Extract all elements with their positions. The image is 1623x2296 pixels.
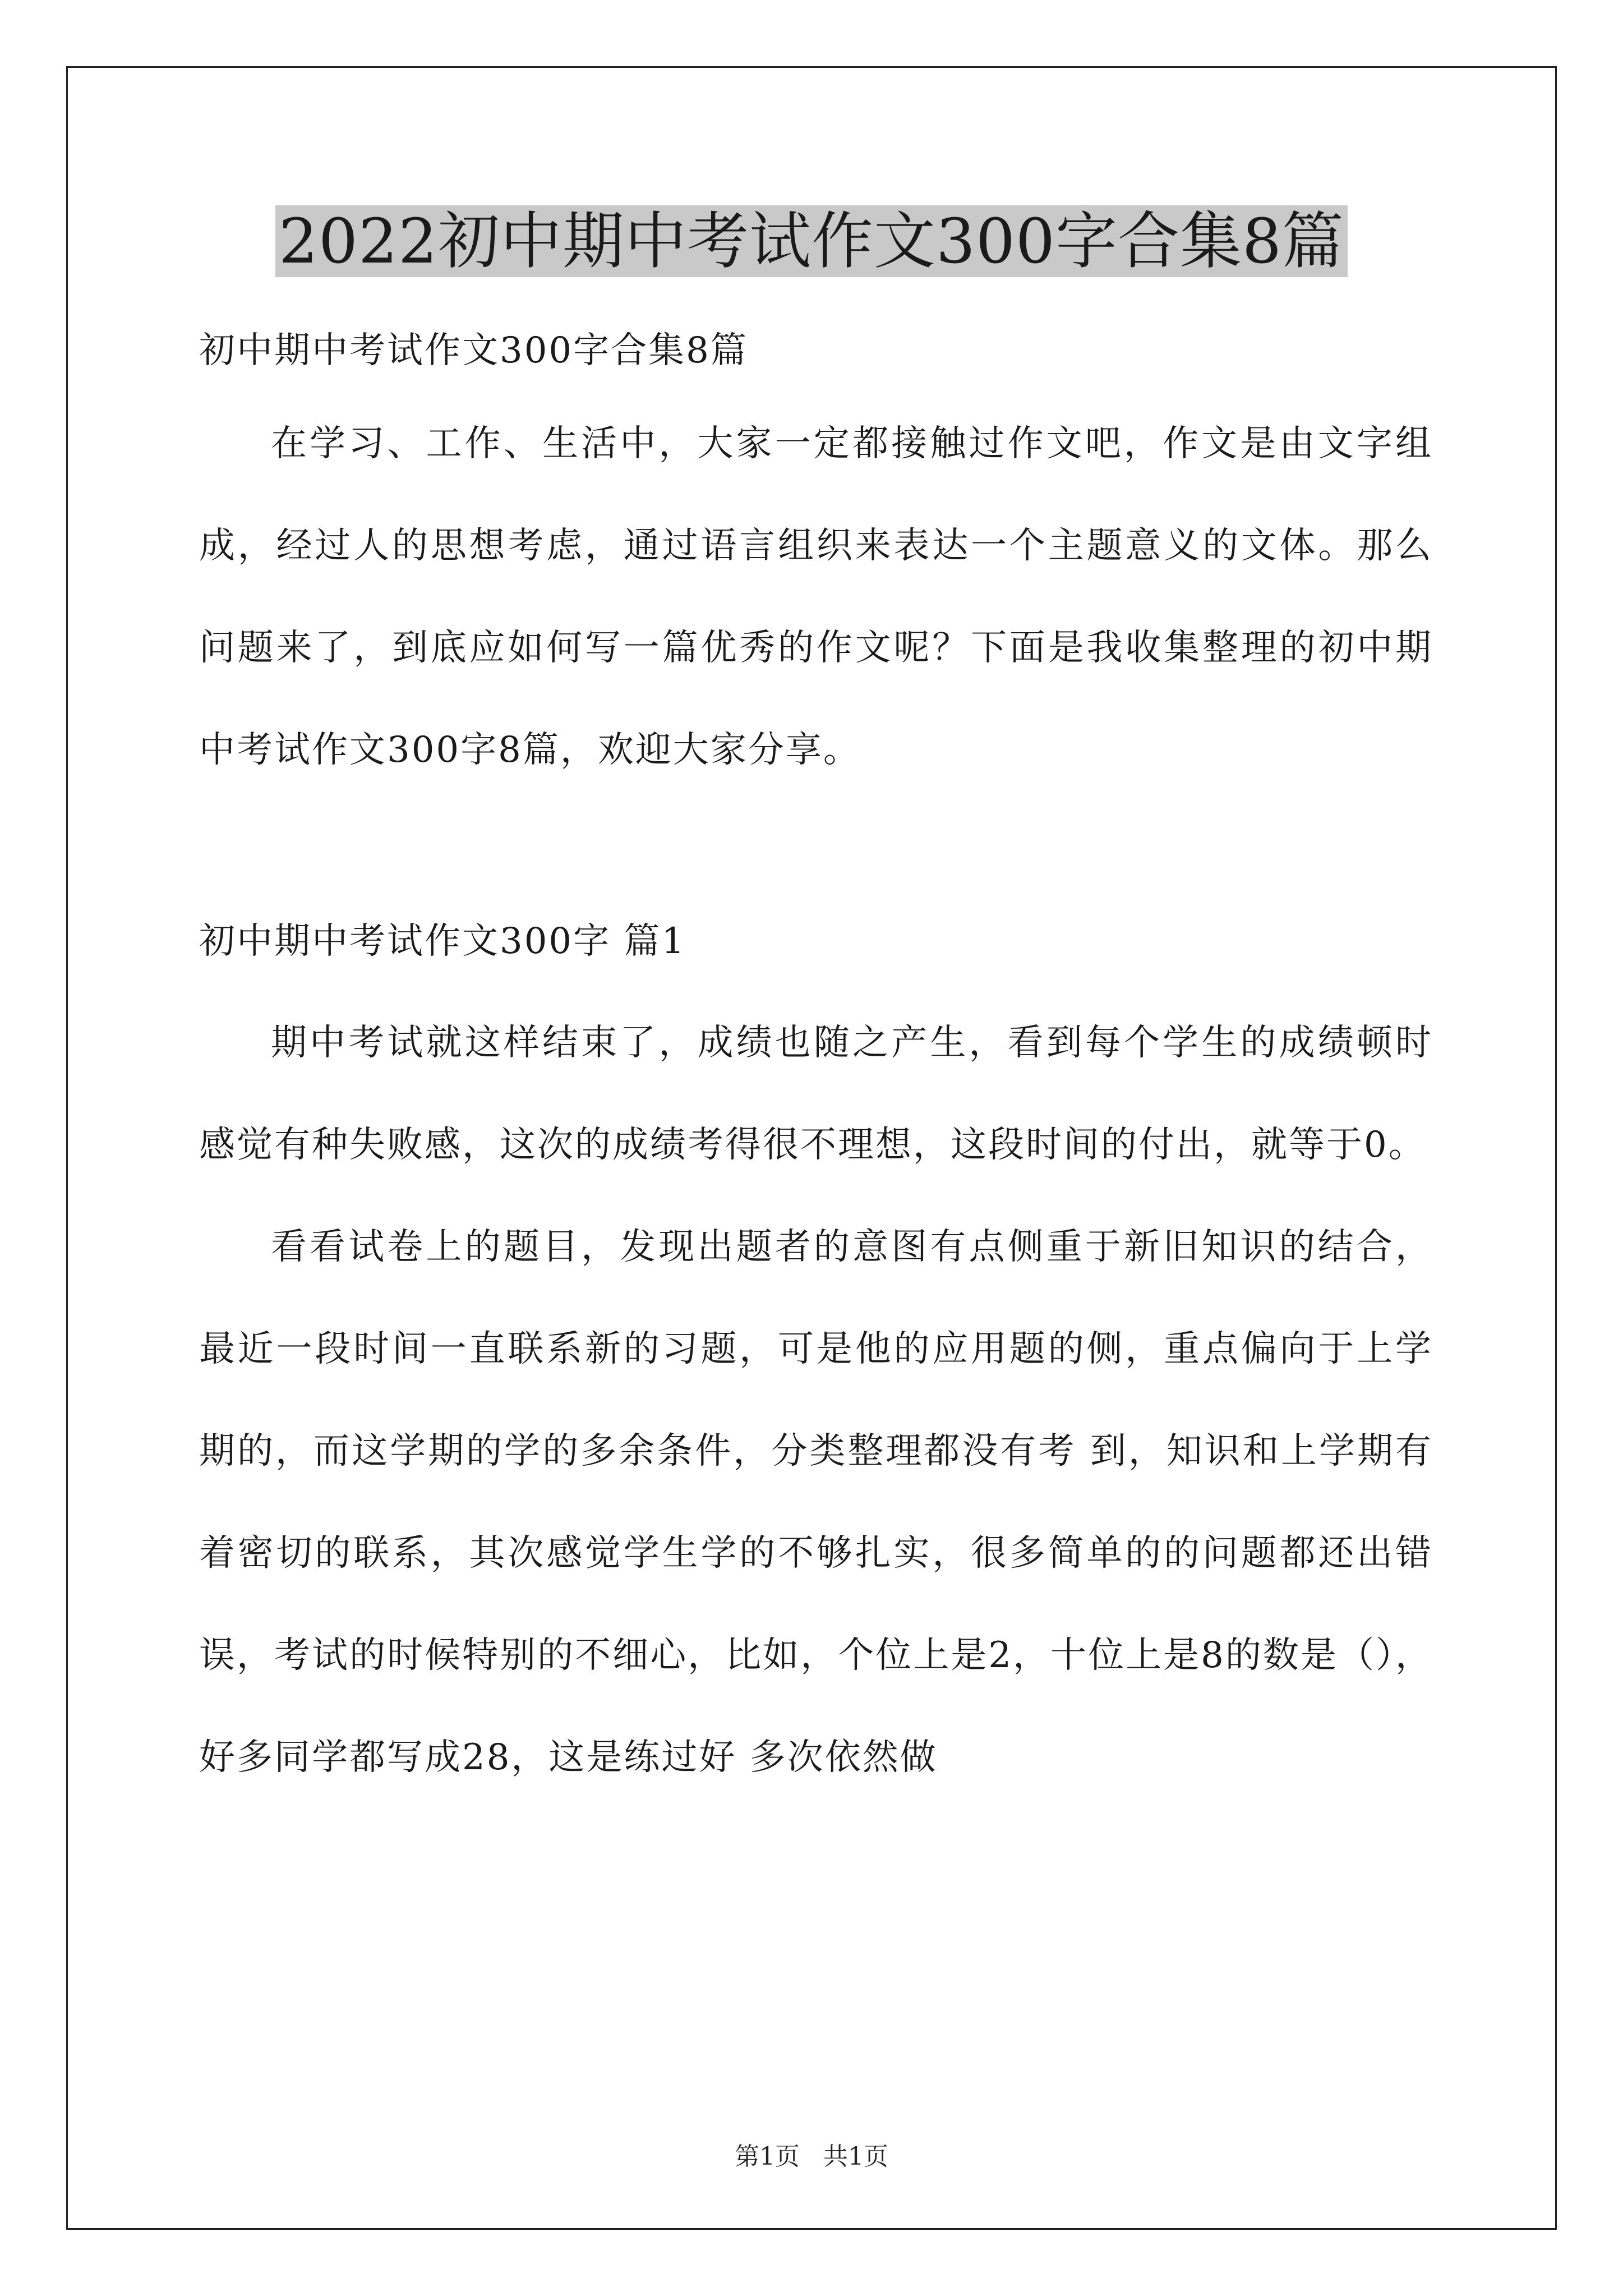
- document-body: [199, 314, 1433, 1809]
- page-total: 共1页: [823, 2142, 888, 2171]
- intro-paragraph: 在学习、工作、生活中，大家一定都接触过作文吧，作文是由文字组成，经过人的思想考虑，通过语言组织来表达一个主题意义的文体。那么问题来了，到底应如何写一篇优秀的作文呢？下面是我收集整理的初中期中考试作文300字8篇，欢迎大家分享。: [199, 423, 1433, 771]
- document-title-text: 2022初中期中考试作文300字合集8篇: [275, 205, 1348, 277]
- section-heading: 初中期中考试作文300字 篇1: [199, 921, 686, 962]
- document-title: [0, 199, 1623, 283]
- page-number: 第1页: [735, 2142, 800, 2171]
- page-footer: [0, 2140, 1623, 2174]
- document-subtitle: 初中期中考试作文300字合集8篇: [199, 330, 748, 371]
- section-paragraph: 期中考试就这样结束了，成绩也随之产生，看到每个学生的成绩顿时感觉有种失败感，这次的成绩考得很不理想，这段时间的付出，就等于0。: [199, 1022, 1433, 1166]
- section-paragraph: 看看试卷上的题目，发现出题者的意图有点侧重于新旧知识的结合，最近一段时间一直联系新的习题，可是他的应用题的侧，重点偏向于上学期的，而这学期的学的多余条件，分类整理都没有考 到，知识和上学期有着密切的联系，其次感觉学生学的不够扎实，很多简单的的问题都还出错误，考试的时候特别的不细心，比如，个位上是2，十位上是8的数是（），好多同学都写成28，这是练过好 多次依然做: [199, 1226, 1433, 1778]
